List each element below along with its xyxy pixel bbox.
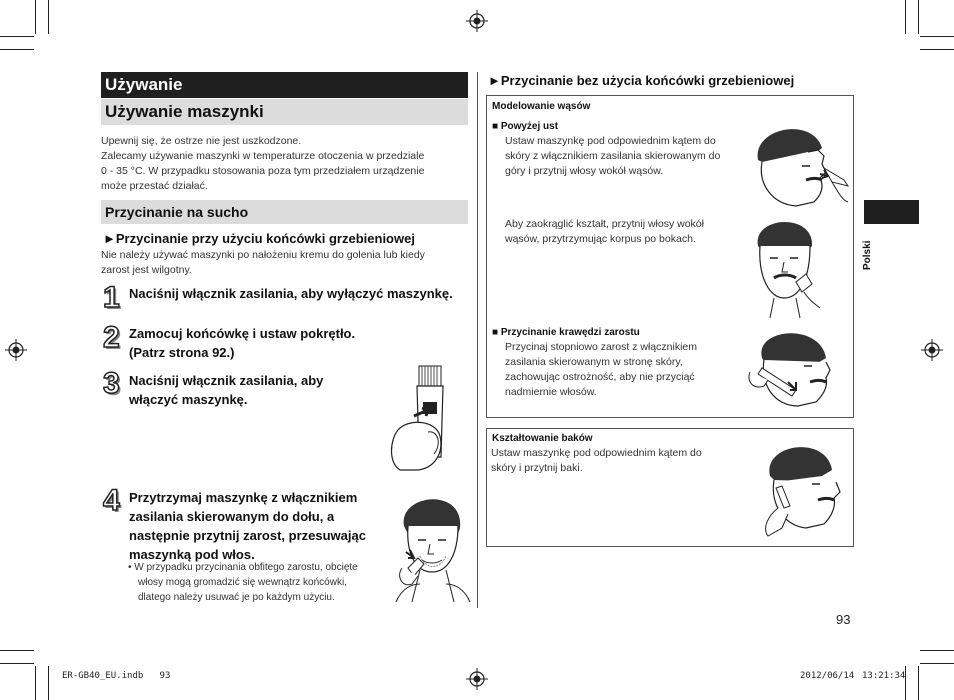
mustache-front-illustration — [750, 212, 820, 318]
mustache-profile-illustration — [752, 120, 852, 210]
registration-mark-icon — [466, 10, 488, 32]
step-text: Przytrzymaj maszynkę z włącznikiem zasilania skierowanym do dołu, a następnie przytnij zarost, przesuwając maszynką pod włos. — [129, 490, 366, 562]
sideburns-box-title: Kształtowanie baków — [492, 433, 593, 444]
crop-mark — [48, 666, 49, 700]
page-number: 93 — [836, 612, 851, 627]
above-lip-text: Ustaw maszynkę pod odpowiednim kątem do skóry z włącznikiem zasilania skierowanym do góry i przytnij włosy wokół wąsów. — [505, 135, 721, 177]
step-number: 2 — [103, 321, 120, 354]
column-divider — [477, 72, 478, 608]
registration-mark-icon — [5, 339, 27, 361]
footer-date: 2012/06/14 — [800, 671, 855, 681]
crop-mark — [0, 650, 34, 651]
face-trimming-illustration — [392, 484, 474, 604]
crop-mark — [920, 650, 954, 651]
crop-mark — [0, 49, 34, 50]
edge-trim-heading: ■ Przycinanie krawędzi zarostu — [492, 327, 640, 338]
registration-mark-icon — [466, 668, 488, 690]
step-number: 3 — [103, 367, 120, 400]
sideburns-illustration — [760, 436, 842, 540]
edge-trim-text: Przycinaj stopniowo zarost z włącznikiem zasilania skierowanym w stronę skóry, zachowując ostrożność, aby nie przyciąć nadmiernie włosów. — [505, 341, 697, 398]
dry-trim-heading: Przycinanie na sucho — [101, 200, 468, 224]
round-shape-text: Aby zaokrąglić kształt, przytnij włosy wokół wąsów, przytrzymując korpus po bokach. — [505, 218, 704, 245]
intro-text: Upewnij się, że ostrze nie jest uszkodzone. Zalecamy używanie maszynki w temperaturze otoczenia w przedziale 0 - 35 °C. W przypadku stosowania poza tym przedziałem urządzenie może przestać działać. — [101, 135, 425, 192]
trimmer-hand-illustration — [378, 362, 464, 472]
footer-file: ER-GB40_EU.indb 93 — [62, 671, 171, 681]
with-comb-note: Nie należy używać maszynki po nałożeniu kremu do golenia lub kiedy zarost jest wilgotny. — [101, 249, 425, 276]
without-comb-heading: ►Przycinanie bez użycia końcówki grzebieniowej — [488, 73, 795, 88]
footer-time: 13:21:34 — [862, 671, 906, 681]
step-text: Naciśnij włącznik zasilania, aby włączyć maszynkę. — [129, 373, 324, 407]
step4-note: • W przypadku przycinania obfitego zarostu, obcięte włosy mogą gromadzić się wewnątrz końcówki, dlatego należy usuwać je po każdym użyciu. — [128, 562, 358, 603]
crop-mark — [0, 36, 34, 37]
beard-edge-illustration — [746, 324, 834, 410]
crop-mark — [35, 666, 36, 700]
section-banner: Używanie — [101, 72, 468, 98]
crop-mark — [918, 666, 919, 700]
crop-mark — [35, 0, 36, 34]
step-number: 1 — [103, 281, 120, 314]
with-comb-heading: ►Przycinanie przy użyciu końcówki grzebieniowej — [103, 231, 415, 246]
sideburns-text: Ustaw maszynkę pod odpowiednim kątem do skóry i przytnij baki. — [491, 447, 702, 474]
crop-mark — [920, 663, 954, 664]
mustache-box-title: Modelowanie wąsów — [492, 101, 591, 112]
step-text: Naciśnij włącznik zasilania, aby wyłączyć maszynkę. — [129, 286, 453, 301]
crop-mark — [920, 36, 954, 37]
step-text: Zamocuj końcówkę i ustaw pokrętło. (Patrz strona 92.) — [129, 326, 356, 360]
page-title: Używanie maszynki — [101, 99, 468, 125]
crop-mark — [920, 49, 954, 50]
crop-mark — [905, 0, 906, 34]
above-lip-heading: ■ Powyżej ust — [492, 121, 559, 132]
language-label: Polski — [862, 240, 873, 270]
crop-mark — [48, 0, 49, 34]
crop-mark — [918, 0, 919, 34]
registration-mark-icon — [921, 339, 943, 361]
step-number: 4 — [103, 484, 120, 517]
language-tab — [864, 200, 919, 224]
crop-mark — [0, 663, 34, 664]
